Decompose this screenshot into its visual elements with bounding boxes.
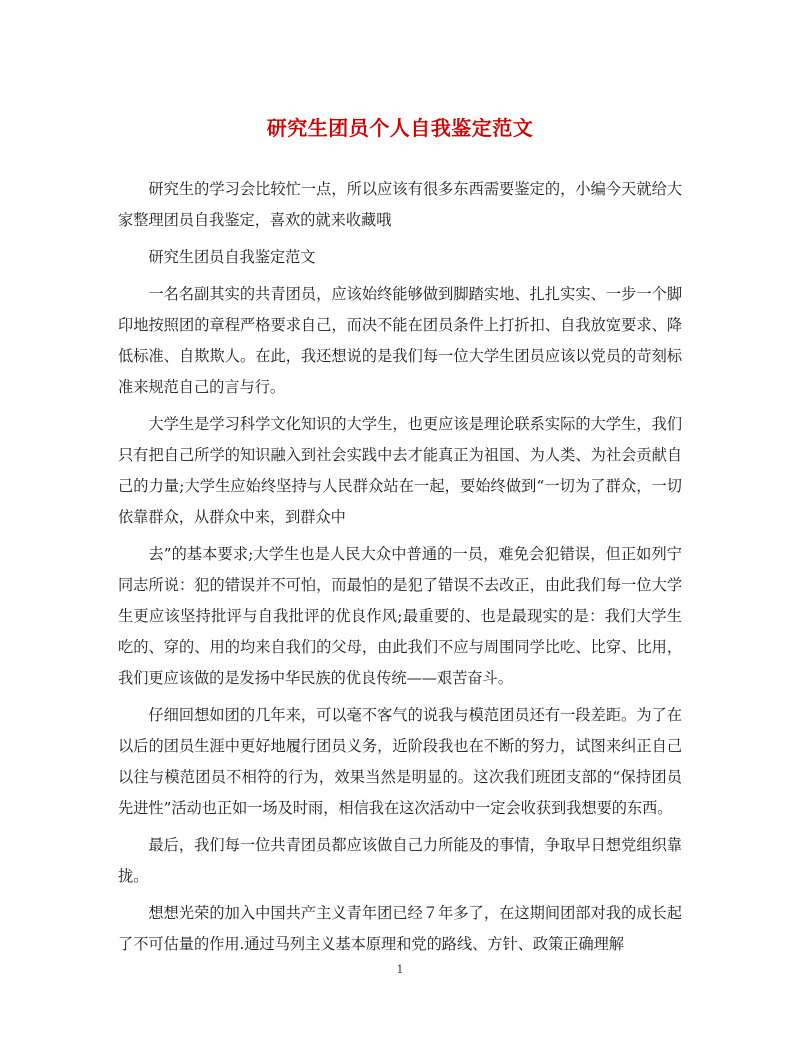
- paragraph-2: 大学生是学习科学文化知识的大学生，也更应该是理论联系实际的大学生，我们只有把自己所学的知识融入到社会实践中去才能真正为祖国、为人类、为社会贡献自己的力量;大学生应始终坚持与人民群众站在一起，要始终做到“一切为了群众，一切依靠群众，从群众中来，到群众中: [118, 415, 682, 526]
- document-title: 研究生团员个人自我鉴定范文: [266, 116, 534, 140]
- paragraph-5: 最后，我们每一位共青团员都应该做自己力所能及的事情，争取早日想党组织靠拢。: [118, 836, 682, 885]
- paragraph-4: 仔细回想如团的几年来，可以毫不客气的说我与模范团员还有一段差距。为了在以后的团员生涯中更好地履行团员义务，近阶段我也在不断的努力，试图来纠正自己以往与模范团员不相符的行为，效果当然是明显的。这次我们班团支部的“保持团员先进性”活动也正如一场及时雨，相信我在这次活动中一定会收获到我想要的东西。: [118, 706, 682, 817]
- paragraph-3: 去”的基本要求;大学生也是人民大众中普通的一员，难免会犯错误，但正如列宁同志所说：犯的错误并不可怕，而最怕的是犯了错误不去改正，由此我们每一位大学生更应该坚持批评与自我批评的优良作风;最重要的、也是最现实的是：我们大学生吃的、穿的、用的均来自我们的父母，由此我们不应与周围同学比吃、比穿、比用，我们更应该做的是发扬中华民族的优良传统——艰苦奋斗。: [118, 545, 682, 687]
- document-body: [118, 174, 682, 966]
- paragraph-subtitle: 研究生团员自我鉴定范文: [148, 248, 316, 266]
- paragraph-intro: 研究生的学习会比较忙一点，所以应该有很多东西需要鉴定的，小编今天就给大家整理团员自我鉴定，喜欢的就来收藏哦: [118, 180, 682, 229]
- page-number: 1: [396, 963, 404, 976]
- paragraph-6: 想想光荣的加入中国共产主义青年团已经７年多了，在这期间团部对我的成长起了不可估量的作用.通过马列主义基本原理和党的路线、方针、政策正确理解: [118, 904, 682, 953]
- paragraph-1: 一名名副其实的共青团员，应该始终能够做到脚踏实地、扎扎实实、一步一个脚印地按照团的章程严格要求自己，而决不能在团员条件上打折扣、自我放宽要求、降低标准、自欺欺人。在此，我还想说的是我们每一位大学生团员应该以党员的苛刻标准来规范自己的言与行。: [118, 285, 682, 396]
